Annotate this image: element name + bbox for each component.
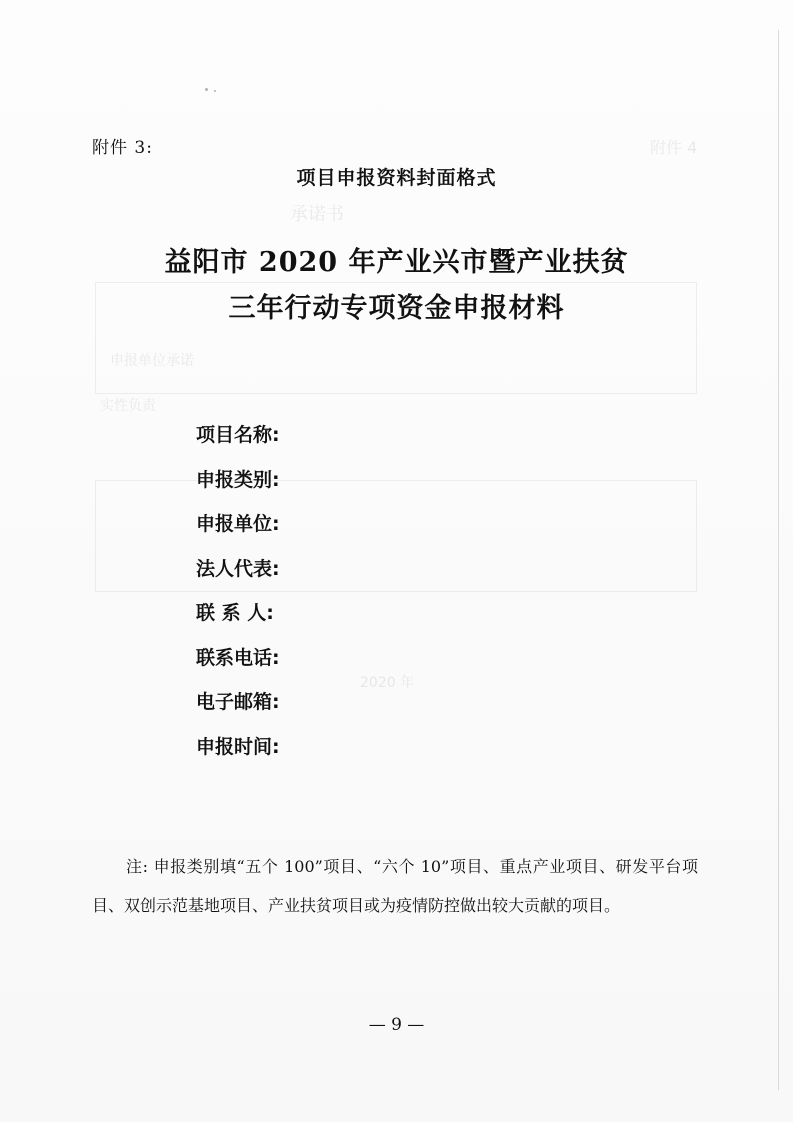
bleed-through-mark: 附件 4	[650, 138, 698, 157]
bleed-through-table	[95, 480, 697, 592]
field-project-name: 项目名称:	[196, 424, 280, 446]
bleed-through-mark: 承诺书	[290, 204, 344, 225]
cover-format-title: 项目申报资料封面格式	[296, 167, 497, 189]
field-email: 电子邮箱:	[196, 691, 280, 713]
field-applicant-unit: 申报单位:	[196, 513, 280, 535]
field-application-category: 申报类别:	[196, 468, 280, 491]
field-application-date: 申报时间:	[196, 735, 280, 758]
main-title-line-1: 益阳市 2020 年产业兴市暨产业扶贫	[164, 247, 629, 278]
attachment-label: 附件 3:	[92, 138, 153, 158]
bleed-through-mark: 2020 年	[360, 675, 415, 691]
bleed-through-mark: 实性负责	[100, 398, 156, 414]
field-contact-phone: 联系电话:	[196, 646, 280, 669]
scan-speck	[205, 88, 208, 91]
field-legal-representative: 法人代表:	[196, 557, 280, 580]
scan-speck	[214, 90, 216, 92]
form-fields	[196, 419, 280, 775]
bleed-through-mark: 申报单位承诺	[110, 353, 194, 369]
page-number: — 9 —	[368, 1015, 425, 1035]
note-paragraph: 注: 申报类别填“五个 100”项目、“六个 10”项目、重点产业项目、研发平台项目、双创示范基地项目、产业扶贫项目或为疫情防控做出较大贡献的项目。	[92, 857, 698, 915]
field-contact-person: 联 系 人:	[196, 602, 274, 624]
main-title-line-2: 三年行动专项资金申报材料	[228, 293, 565, 324]
